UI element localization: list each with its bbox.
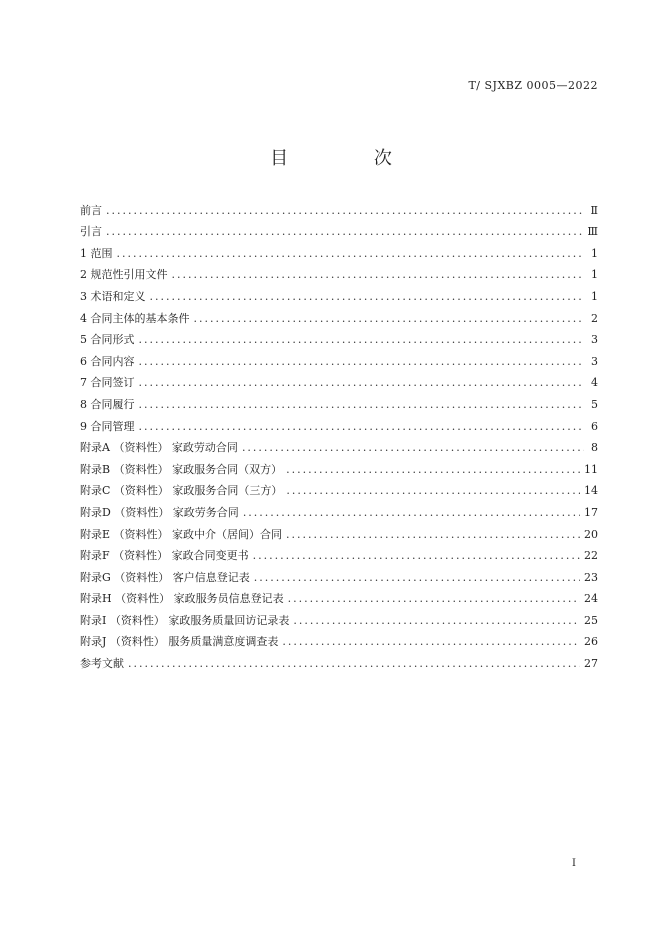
toc-entry[interactable]: [80, 628, 598, 650]
toc-entry-label: 7 合同签订: [80, 376, 135, 390]
toc-entry-label: 附录I （资料性） 家政服务质量回访记录表: [80, 613, 290, 627]
toc-entry[interactable]: [80, 347, 598, 369]
toc-entry-label: 附录E （资料性） 家政中介（居间）合同: [80, 527, 283, 541]
toc-entry-label: 9 合同管理: [80, 419, 135, 433]
table-of-contents: [80, 196, 598, 671]
toc-entry-label: 附录A （资料性） 家政劳动合同: [80, 441, 238, 455]
toc-entry-page: 8: [591, 441, 598, 455]
toc-entry-label: 附录F （资料性） 家政合同变更书: [80, 549, 249, 563]
toc-entry[interactable]: [80, 649, 598, 671]
toc-entry-page: 24: [584, 592, 598, 606]
page-number: I: [572, 858, 576, 869]
toc-leader-dots: [254, 571, 580, 585]
toc-entry-label: 附录G （资料性） 客户信息登记表: [80, 570, 250, 584]
toc-entry-label: 附录H （资料性） 家政服务员信息登记表: [80, 592, 284, 606]
toc-entry[interactable]: [80, 585, 598, 607]
toc-leader-dots: [172, 268, 585, 282]
toc-entry[interactable]: [80, 455, 598, 477]
toc-entry-label: 前言: [80, 203, 102, 217]
toc-entry-label: 附录B （资料性） 家政服务合同（双方）: [80, 462, 283, 476]
toc-entry[interactable]: [80, 477, 598, 499]
toc-leader-dots: [286, 528, 580, 542]
toc-leader-dots: [282, 635, 580, 649]
toc-leader-dots: [253, 549, 580, 563]
toc-entry[interactable]: [80, 606, 598, 628]
toc-entry-page: 26: [584, 635, 598, 649]
toc-leader-dots: [242, 441, 584, 455]
toc-leader-dots: [117, 247, 585, 261]
toc-leader-dots: [243, 506, 580, 520]
toc-leader-dots: [139, 376, 585, 390]
toc-entry[interactable]: [80, 326, 598, 348]
toc-entry-page: 22: [584, 549, 598, 563]
toc-entry-page: Ⅱ: [590, 203, 598, 217]
toc-leader-dots: [106, 225, 583, 239]
toc-entry[interactable]: [80, 412, 598, 434]
toc-entry[interactable]: [80, 369, 598, 391]
toc-leader-dots: [286, 484, 580, 498]
document-code: T/ SJXBZ 0005—2022: [468, 79, 598, 92]
toc-leader-dots: [139, 398, 585, 412]
toc-entry[interactable]: [80, 498, 598, 520]
toc-entry-page: 17: [584, 505, 598, 519]
toc-leader-dots: [288, 592, 580, 606]
toc-entry-label: 4 合同主体的基本条件: [80, 311, 190, 325]
toc-leader-dots: [106, 204, 584, 218]
toc-entry-page: 23: [584, 570, 598, 584]
toc-entry[interactable]: [80, 196, 598, 218]
toc-entry-page: Ⅲ: [587, 225, 598, 239]
toc-entry[interactable]: [80, 563, 598, 585]
toc-entry-label: 2 规范性引用文件: [80, 268, 168, 282]
toc-entry-label: 参考文献: [80, 657, 124, 671]
toc-entry-page: 6: [591, 419, 598, 433]
toc-leader-dots: [194, 312, 585, 326]
toc-leader-dots: [139, 333, 585, 347]
toc-entry[interactable]: [80, 542, 598, 564]
toc-entry-label: 8 合同履行: [80, 397, 135, 411]
toc-entry[interactable]: [80, 390, 598, 412]
toc-leader-dots: [293, 614, 580, 628]
toc-entry-page: 11: [584, 462, 598, 476]
toc-entry[interactable]: [80, 218, 598, 240]
toc-entry[interactable]: [80, 434, 598, 456]
toc-entry-label: 附录C （资料性） 家政服务合同（三方）: [80, 484, 283, 498]
toc-entry-page: 14: [584, 484, 598, 498]
toc-entry[interactable]: [80, 239, 598, 261]
toc-entry-label: 1 范围: [80, 246, 113, 260]
toc-leader-dots: [286, 463, 580, 477]
toc-entry[interactable]: [80, 304, 598, 326]
toc-entry-label: 3 术语和定义: [80, 289, 146, 303]
toc-entry-label: 附录J （资料性） 服务质量满意度调查表: [80, 635, 279, 649]
toc-leader-dots: [139, 420, 585, 434]
toc-entry[interactable]: [80, 520, 598, 542]
toc-entry-label: 引言: [80, 225, 102, 239]
toc-entry-page: 27: [584, 657, 598, 671]
toc-leader-dots: [150, 290, 585, 304]
toc-entry-page: 25: [584, 613, 598, 627]
toc-entry-page: 2: [591, 311, 598, 325]
toc-entry-page: 3: [591, 333, 598, 347]
toc-entry[interactable]: [80, 282, 598, 304]
toc-entry[interactable]: [80, 261, 598, 283]
toc-entry-page: 5: [591, 397, 598, 411]
toc-entry-label: 5 合同形式: [80, 333, 135, 347]
toc-entry-page: 1: [591, 246, 598, 260]
toc-entry-page: 1: [591, 268, 598, 282]
toc-entry-page: 3: [591, 354, 598, 368]
page-title: 目 次: [270, 148, 432, 169]
toc-leader-dots: [139, 355, 585, 369]
toc-entry-label: 6 合同内容: [80, 354, 135, 368]
toc-entry-page: 1: [591, 289, 598, 303]
toc-entry-page: 20: [584, 527, 598, 541]
toc-entry-page: 4: [591, 376, 598, 390]
toc-leader-dots: [128, 657, 580, 671]
toc-entry-label: 附录D （资料性） 家政劳务合同: [80, 505, 239, 519]
